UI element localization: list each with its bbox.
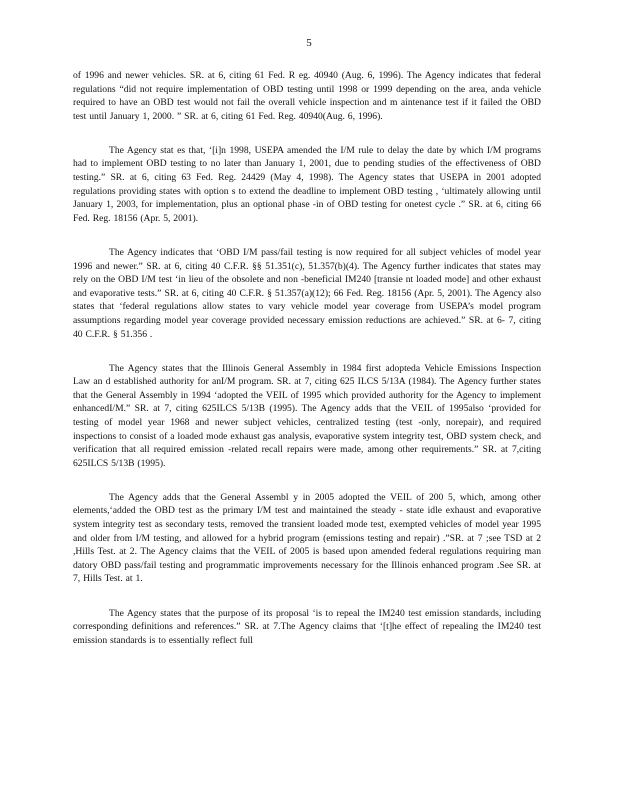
page-number: 5 (306, 37, 312, 49)
paragraph-illinois-general-assembly: The Agency states that the Illinois General Assembly in 1984 first adopteda Vehicle Emissions Inspection Law an d established authority for anI/M program. SR. at 7, citing 625 ILCS 5/13A (1984). The Agency further states that the General Assembly in 1994 ‘adopted the VEIL of 1995 which provided authority for the Agency to implement enhancedI/M.” SR. at 7, citing 625ILCS 5/13B (1995). The Agency adds that the VEIL of 1995also ‘provided for testing of model year 1968 and newer subject vehicles, centralized testing (test -only, norepair), and required inspections to consist of a loaded mode exhaust gas analysis, evaporative system integrity test, OBD system check, and verification that all required emission -related recall repairs were made, among other requirements.” SR. at 7,citing 625ILCS 5/13B (1995). (73, 362, 541, 469)
paragraph-veil-2005: The Agency adds that the General Assembl y in 2005 adopted the VEIL of 200 5, which, among other elements,‘added the OBD test as the primary I/M test and maintained the steady - state idle exhaust and evaporative system integrity test as secondary tests, removed the transient loaded mode test, exempted vehicles of model year 1995 and older from I/M testing, and allowed for a hybrid program (emissions testing and repair) .”SR. at 7 ;see TSD at 2 ,Hills Test. at 2. The Agency claims that the VEIL of 2005 is based upon amended federal regulations requiring man datory OBD pass/fail testing and programmatic improvements necessary for the Illinois enhanced program .See SR. at 7, Hills Test. at 1. (73, 491, 541, 585)
body-text (73, 69, 541, 668)
paragraph-obd-pass-fail: The Agency indicates that ‘OBD I/M pass/fail testing is now required for all subject vehicles of model year 1996 and newer.” SR. at 6, citing 40 C.F.R. §§ 51.351(c), 51.357(b)(4). The Agency further indicates that states may rely on the OBD I/M test ‘in lieu of the obsolete and non -beneficial IM240 [transie nt loaded mode] and other exhaust and evaporative tests.” SR. at 6, citing 40 C.F.R. § 51.357(a)(12); 66 Fed. Reg. 18156 (Apr. 5, 2001). The Agency also states that ‘federal regulations allow states to vary vehicle model year coverage from USEPA’s model program assumptions regarding model year coverage provided necessary emission reductions are achieved.” SR. at 6- 7, citing 40 C.F.R. § 51.356 . (73, 246, 541, 340)
paragraph-1998-usepa-amendment: The Agency stat es that, ‘[i]n 1998, USEPA amended the I/M rule to delay the date by which I/M programs had to implement OBD testing to no later than January 1, 2001, due to pending studies of the effectiveness of OBD testing.” SR. at 6, citing 63 Fed. Reg. 24429 (May 4, 1998). The Agency states that USEPA in 2001 adopted regulations providing states with option s to extend the deadline to implement OBD testing , ‘ultimately allowing until January 1, 2003, for implementation, plus an optional phase -in of OBD testing for onetest cycle .” SR. at 6, citing 66 Fed. Reg. 18156 (Apr. 5, 2001). (73, 144, 541, 224)
paragraph-proposal-purpose: The Agency states that the purpose of its proposal ‘is to repeal the IM240 test emission standards, including corresponding definitions and references.” SR. at 7.The Agency claims that ‘[t]he effect of repealing the IM240 test emission standards is to essentially reflect full (73, 607, 541, 646)
paragraph-continuation: of 1996 and newer vehicles. SR. at 6, citing 61 Fed. R eg. 40940 (Aug. 6, 1996). The Agency indicates that federal regulations “did not require implementation of OBD testing until 1998 or 1999 depending on the area, anda vehicle required to have an OBD test would not fail the overall vehicle inspection and m aintenance test if it failed the OBD test until January 1, 2000. ” SR. at 6, citing 61 Fed. Reg. 40940(Aug. 6, 1996). (73, 70, 541, 122)
